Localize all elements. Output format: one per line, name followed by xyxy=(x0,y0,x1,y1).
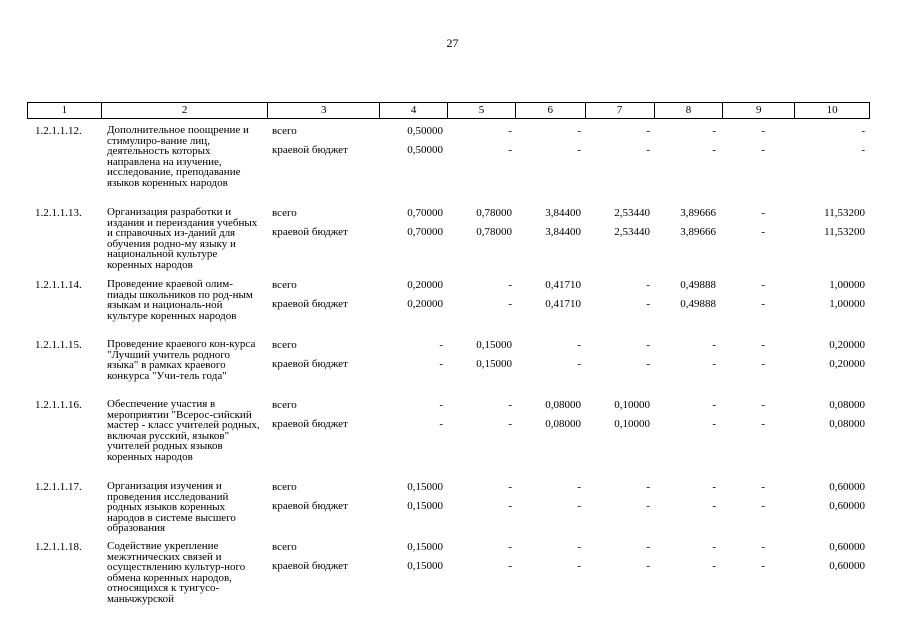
budget-type: краевой бюджет xyxy=(272,226,348,238)
row-name: Проведение краевого кон-курса "Лучший учитель родного языка" в рамках краевого конкурса "Учи-тель года" xyxy=(107,338,256,382)
value-cell: 1,00000 xyxy=(829,298,865,310)
value-cell: 0,08000 xyxy=(545,399,581,411)
row-line xyxy=(27,560,870,574)
value-cell: - xyxy=(761,226,765,238)
page-number: 27 xyxy=(446,36,459,50)
value-cell: - xyxy=(508,481,512,493)
value-cell: 0,15000 xyxy=(407,541,443,553)
value-cell: - xyxy=(577,481,581,493)
row-line xyxy=(27,418,870,432)
row-line xyxy=(27,144,870,158)
value-cell: - xyxy=(646,144,650,156)
value-cell: 0,15000 xyxy=(407,560,443,572)
value-cell: - xyxy=(439,358,443,370)
value-cell: - xyxy=(439,339,443,351)
budget-type: всего xyxy=(272,339,297,351)
table-header xyxy=(27,102,870,119)
row-line xyxy=(27,481,870,495)
value-cell: - xyxy=(761,541,765,553)
header-cell: 5 xyxy=(447,103,515,118)
value-cell: - xyxy=(712,541,716,553)
value-cell: - xyxy=(508,279,512,291)
row-line xyxy=(27,399,870,413)
value-cell: - xyxy=(761,500,765,512)
header-cell: 3 xyxy=(267,103,379,118)
value-cell: 0,10000 xyxy=(614,418,650,430)
value-cell: 11,53200 xyxy=(824,207,865,219)
value-cell: 0,08000 xyxy=(829,399,865,411)
value-cell: - xyxy=(761,298,765,310)
header-cell: 1 xyxy=(61,104,68,116)
value-cell: - xyxy=(508,399,512,411)
budget-type: краевой бюджет xyxy=(272,144,348,156)
value-cell: - xyxy=(577,125,581,137)
value-cell: - xyxy=(712,125,716,137)
value-cell: 0,20000 xyxy=(829,358,865,370)
row-line xyxy=(27,298,870,312)
value-cell: - xyxy=(577,560,581,572)
value-cell: 0,15000 xyxy=(476,358,512,370)
value-cell: - xyxy=(508,298,512,310)
value-cell: - xyxy=(712,339,716,351)
value-cell: - xyxy=(712,560,716,572)
value-cell: 2,53440 xyxy=(614,207,650,219)
value-cell: - xyxy=(712,144,716,156)
value-cell: 0,08000 xyxy=(545,418,581,430)
budget-type: краевой бюджет xyxy=(272,560,348,572)
row-name: Содействие укрепление межэтнических связей и осуществлению культур-ного обмена коренных народов, относящихся к тунгусо-маньчжурской xyxy=(107,540,246,605)
value-cell: - xyxy=(761,358,765,370)
value-cell: - xyxy=(577,500,581,512)
row-line xyxy=(27,541,870,555)
value-cell: - xyxy=(439,399,443,411)
value-cell: 0,20000 xyxy=(407,298,443,310)
value-cell: 0,70000 xyxy=(407,207,443,219)
value-cell: 3,84400 xyxy=(545,207,581,219)
row-code: 1.2.1.1.16. xyxy=(35,399,82,411)
value-cell: 0,15000 xyxy=(476,339,512,351)
budget-type: краевой бюджет xyxy=(272,358,348,370)
value-cell: 1,00000 xyxy=(829,279,865,291)
value-cell: 0,60000 xyxy=(829,500,865,512)
row-line xyxy=(27,125,870,139)
row-line xyxy=(27,226,870,240)
value-cell: - xyxy=(646,560,650,572)
value-cell: - xyxy=(646,339,650,351)
row-name: Обеспечение участия в мероприятии "Всерос-сийский мастер - класс учителей родных, включая русский, языков" учителей родных языков коренных народов xyxy=(107,398,260,463)
row-code: 1.2.1.1.15. xyxy=(35,339,82,351)
value-cell: - xyxy=(761,399,765,411)
value-cell: 3,89666 xyxy=(680,207,716,219)
value-cell: - xyxy=(646,358,650,370)
value-cell: - xyxy=(761,339,765,351)
value-cell: - xyxy=(646,298,650,310)
value-cell: - xyxy=(646,279,650,291)
value-cell: 0,49888 xyxy=(680,298,716,310)
value-cell: - xyxy=(577,144,581,156)
value-cell: 0,41710 xyxy=(545,298,581,310)
value-cell: - xyxy=(646,125,650,137)
row-name: Проведение краевой олим-пиады школьников по род-ным языкам и националь-ной культуре коренных народов xyxy=(107,278,253,322)
budget-type: всего xyxy=(272,399,297,411)
budget-type: краевой бюджет xyxy=(272,418,348,430)
value-cell: - xyxy=(577,358,581,370)
header-cell: 9 xyxy=(722,103,794,118)
header-cell: 6 xyxy=(515,103,585,118)
budget-type: краевой бюджет xyxy=(272,298,348,310)
value-cell: - xyxy=(508,541,512,553)
value-cell: - xyxy=(712,481,716,493)
value-cell: 2,53440 xyxy=(614,226,650,238)
row-line xyxy=(27,279,870,293)
row-code: 1.2.1.1.13. xyxy=(35,207,82,219)
header-cell: 4 xyxy=(379,103,447,118)
value-cell: - xyxy=(861,125,865,137)
value-cell: - xyxy=(508,418,512,430)
row-line xyxy=(27,207,870,221)
value-cell: - xyxy=(761,481,765,493)
value-cell: 0,78000 xyxy=(476,207,512,219)
value-cell: 0,08000 xyxy=(829,418,865,430)
value-cell: 0,10000 xyxy=(614,399,650,411)
budget-type: всего xyxy=(272,541,297,553)
value-cell: 0,50000 xyxy=(407,144,443,156)
value-cell: - xyxy=(712,500,716,512)
header-cell: 8 xyxy=(654,103,723,118)
value-cell: 0,15000 xyxy=(407,481,443,493)
budget-type: краевой бюджет xyxy=(272,500,348,512)
value-cell: 3,84400 xyxy=(545,226,581,238)
row-line xyxy=(27,500,870,514)
value-cell: - xyxy=(646,541,650,553)
value-cell: 0,60000 xyxy=(829,481,865,493)
value-cell: - xyxy=(761,418,765,430)
value-cell: - xyxy=(508,125,512,137)
value-cell: - xyxy=(508,144,512,156)
value-cell: 0,50000 xyxy=(407,125,443,137)
value-cell: - xyxy=(577,339,581,351)
value-cell: 0,60000 xyxy=(829,541,865,553)
value-cell: - xyxy=(761,207,765,219)
value-cell: - xyxy=(712,399,716,411)
header-cell: 7 xyxy=(585,103,654,118)
value-cell: 0,20000 xyxy=(829,339,865,351)
value-cell: - xyxy=(577,541,581,553)
header-cell: 2 xyxy=(101,103,268,118)
row-code: 1.2.1.1.12. xyxy=(35,125,82,137)
value-cell: - xyxy=(861,144,865,156)
value-cell: 0,70000 xyxy=(407,226,443,238)
budget-type: всего xyxy=(272,481,297,493)
value-cell: 0,20000 xyxy=(407,279,443,291)
row-name: Организация изучения и проведения исследований родных языков коренных народов в системе высшего образования xyxy=(107,480,236,535)
value-cell: - xyxy=(761,125,765,137)
value-cell: 3,89666 xyxy=(680,226,716,238)
value-cell: 0,49888 xyxy=(680,279,716,291)
value-cell: - xyxy=(761,279,765,291)
value-cell: 11,53200 xyxy=(824,226,865,238)
budget-type: всего xyxy=(272,279,297,291)
row-code: 1.2.1.1.14. xyxy=(35,279,82,291)
value-cell: - xyxy=(761,560,765,572)
budget-type: всего xyxy=(272,207,297,219)
row-line xyxy=(27,339,870,353)
value-cell: - xyxy=(646,500,650,512)
value-cell: - xyxy=(761,144,765,156)
value-cell: 0,60000 xyxy=(829,560,865,572)
budget-type: всего xyxy=(272,125,297,137)
value-cell: - xyxy=(439,418,443,430)
row-code: 1.2.1.1.18. xyxy=(35,541,82,553)
value-cell: - xyxy=(508,560,512,572)
header-cell: 10 xyxy=(794,103,869,118)
value-cell: - xyxy=(712,418,716,430)
value-cell: - xyxy=(646,481,650,493)
value-cell: 0,78000 xyxy=(476,226,512,238)
value-cell: - xyxy=(712,358,716,370)
row-line xyxy=(27,358,870,372)
value-cell: 0,15000 xyxy=(407,500,443,512)
value-cell: 0,41710 xyxy=(545,279,581,291)
row-name: Дополнительное поощрение и стимулиро-вание лиц, деятельность которых направлена на изучение, исследование, преподавание языков коренных народов xyxy=(107,124,249,189)
value-cell: - xyxy=(508,500,512,512)
row-code: 1.2.1.1.17. xyxy=(35,481,82,493)
row-name: Организация разработки и издания и переиздания учебных и справочных из-даний для обучения родно-му языку и национальной культуре коренных народов xyxy=(107,206,258,271)
